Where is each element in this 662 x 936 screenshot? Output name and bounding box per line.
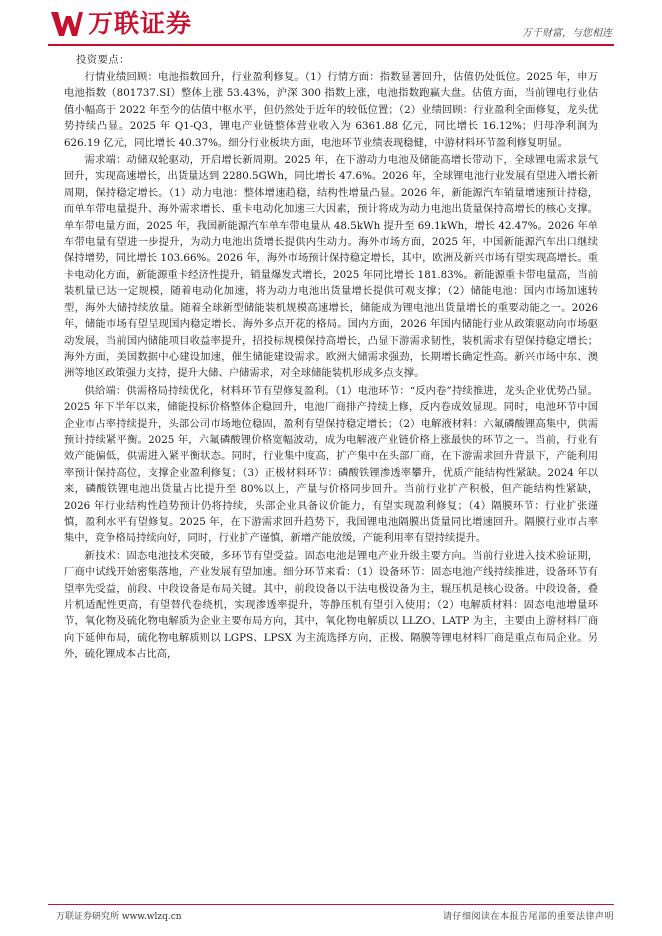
report-body <box>64 52 598 664</box>
page-header <box>0 0 662 50</box>
paragraph-new-tech: 新技术：固态电池技术突破，多环节有望受益。固态电池是锂电产业升级主要方向。当前行业进入技术验证期，厂商中试线开始密集落地，产业发展有望加速。细分环节来看：（1）设备环节：固态电池产线持续推进，设备环节有望率先受益，前段、中段设备是布局关键。其中，前段设备以干法电极设备为主，辊压机是核心设备。中段设备，叠片机适配性更高，有望替代卷绕机，实现渗透率提升，等静压机有望引入使用；（2）电解质材料：固态电池增量环节，氧化物及硫化物电解质为企业主要布局方向，其中，氧化物电解质以 LLZO、LATP 为主，主要由上游材料厂商向下延伸布局，硫化物电解质则以 LGPS、LPSX 为主流选择方向，正极、隔膜等锂电材料厂商是重点布局企业。另外，硫化锂成本占比高， <box>64 549 598 661</box>
brand-logo <box>50 9 192 39</box>
section-title: 投资要点： <box>76 54 130 66</box>
paragraph-demand: 需求端：动储双轮驱动，开启增长新周期。2025 年，在下游动力电池及储能高增长带动下，全球锂电需求景气回升，实现高速增长，出货量达到 2280.5GWh，同比增长 47.6%。2026 年，全球锂电池行业发展有望进入增长新周期，保持稳定增长。（1）动力电池：整体增速趋稳，结构性增量凸显。2026 年，新能源汽车销量增速预计持稳，而单车带电量提升、海外需求增长、重卡电动化加速三大因素，预计将成为动力电池出货量保持高增长的核心支撑。单车带电量方面，2025 年，我国新能源汽车单车带电量从 48.5kWh 提升至 69.1kWh，增长 42.47%。2026 年单车带电量有望进一步提升，为动力电池出货增长提供内生动力。海外市场方面，2025 年，中国新能源汽车出口继续保持增势，同比增长 103.66%。2026 年，海外市场预计保持稳定增长，其中，欧洲及新兴市场有望实现高增长。重卡电动化方面，新能源重卡经济性提升，销量爆发式增长，2025 年同比增长 181.83%。新能源重卡带电量高，当前装机量已达一定规模，随着电动化加速，将为动力电池出货量增长提供可观支撑；（2）储能电池：国内市场加速转型，海外大储持续放量。随着全球新型储能装机规模高速增长，储能成为锂电池出货量增长的重要动能之一。2026 年，储能市场有望呈现国内稳定增长、海外多点开花的格局。国内方面，2026 年国内储能行业从政策驱动向市场驱动发展，当前国内储能项目收益率提升，招投标规模保持高增长，凸显下游需求韧性，装机需求有望保持稳定增长；海外方面，美国数据中心建设加速，催生储能建设需求。欧洲大储需求强劲，长期增长确定性高。新兴市场中东、澳洲等地区政策强力支持，提升大储、户储需求，对全球储能装机形成多点支撑。 <box>64 154 598 380</box>
wanlian-logo-icon <box>50 10 84 38</box>
paragraph-supply: 供给端：供需格局持续优化，材料环节有望修复盈利。（1）电池环节：“反内卷”持续推进，龙头企业优势凸显。2025 年下半年以来，储能投标价格整体企稳回升，电池厂商排产持续上修，反内卷成效显现。同时，电池环节中国企业市占率持续提升，头部公司市场地位稳固，盈利有望保持稳定增长；（2）电解液材料：六氟磷酸锂高集中，供需预计持续紧平衡。2025 年，六氟磷酸锂价格宽幅波动，成为电解液产业链价格上涨最快的环节之一。当前，行业有效产能偏低，供需进入紧平衡状态。同时，行业集中度高，扩产集中在头部厂商，在下游需求回升背景下，产能利用率预计保持高位，支撑企业盈利修复；（3）正极材料环节：磷酸铁锂渗透率攀升，优质产能结构性紧缺。2024 年以来，磷酸铁锂电池出货量占比提升至 80%以上，产量与价格同步回升。当前行业扩产积极，但产能结构性紧缺，2026 年行业结构性趋势预计仍将持续，头部企业具备议价能力，有望实现盈利修复；（4）隔膜环节：行业扩张谨慎，盈利水平有望修复。2025 年，在下游需求回升趋势下，我国锂电池隔膜出货量同比增速回升。隔膜行业市占率集中，竞争格局持续向好，同时，行业扩产谨慎，新增产能放缓，产能利用率有望持续提升。 <box>64 384 598 545</box>
footer-disclaimer: 请仔细阅读在本报告尾部的重要法律声明 <box>442 912 614 922</box>
brand-slogan: 万千财富，与您相连 <box>522 28 612 39</box>
header-divider <box>48 44 614 46</box>
footer-source: 万联证券研究所 www.wlzq.cn <box>56 912 182 922</box>
brand-name: 万联证券 <box>88 9 193 38</box>
page-footer <box>48 904 614 924</box>
paragraph-market-review: 行情业绩回顾：电池指数回升，行业盈利修复。（1）行情方面：指数显著回升，估值仍处低位。2025 年，申万电池指数（801737.SI）整体上涨 53.43%，沪深 300 指数上涨，电池指数跑赢大盘。估值方面，当前锂电行业估值小幅高于 2022 年至今的估值中枢水平，但仍然处于近年的较低位置；（2）业绩回顾：行业盈利全面修复，龙头优势持续凸显。2025 年 Q1-Q3，锂电产业链整体营业收入为 6361.88 亿元，同比增长 16.12%；归母净利润为 626.19 亿元，同比增长 40.37%。细分行业板块方面，电池环节业绩表现稳健，中游材料环节盈利修复明显。 <box>64 71 598 149</box>
footer-divider <box>48 904 614 905</box>
